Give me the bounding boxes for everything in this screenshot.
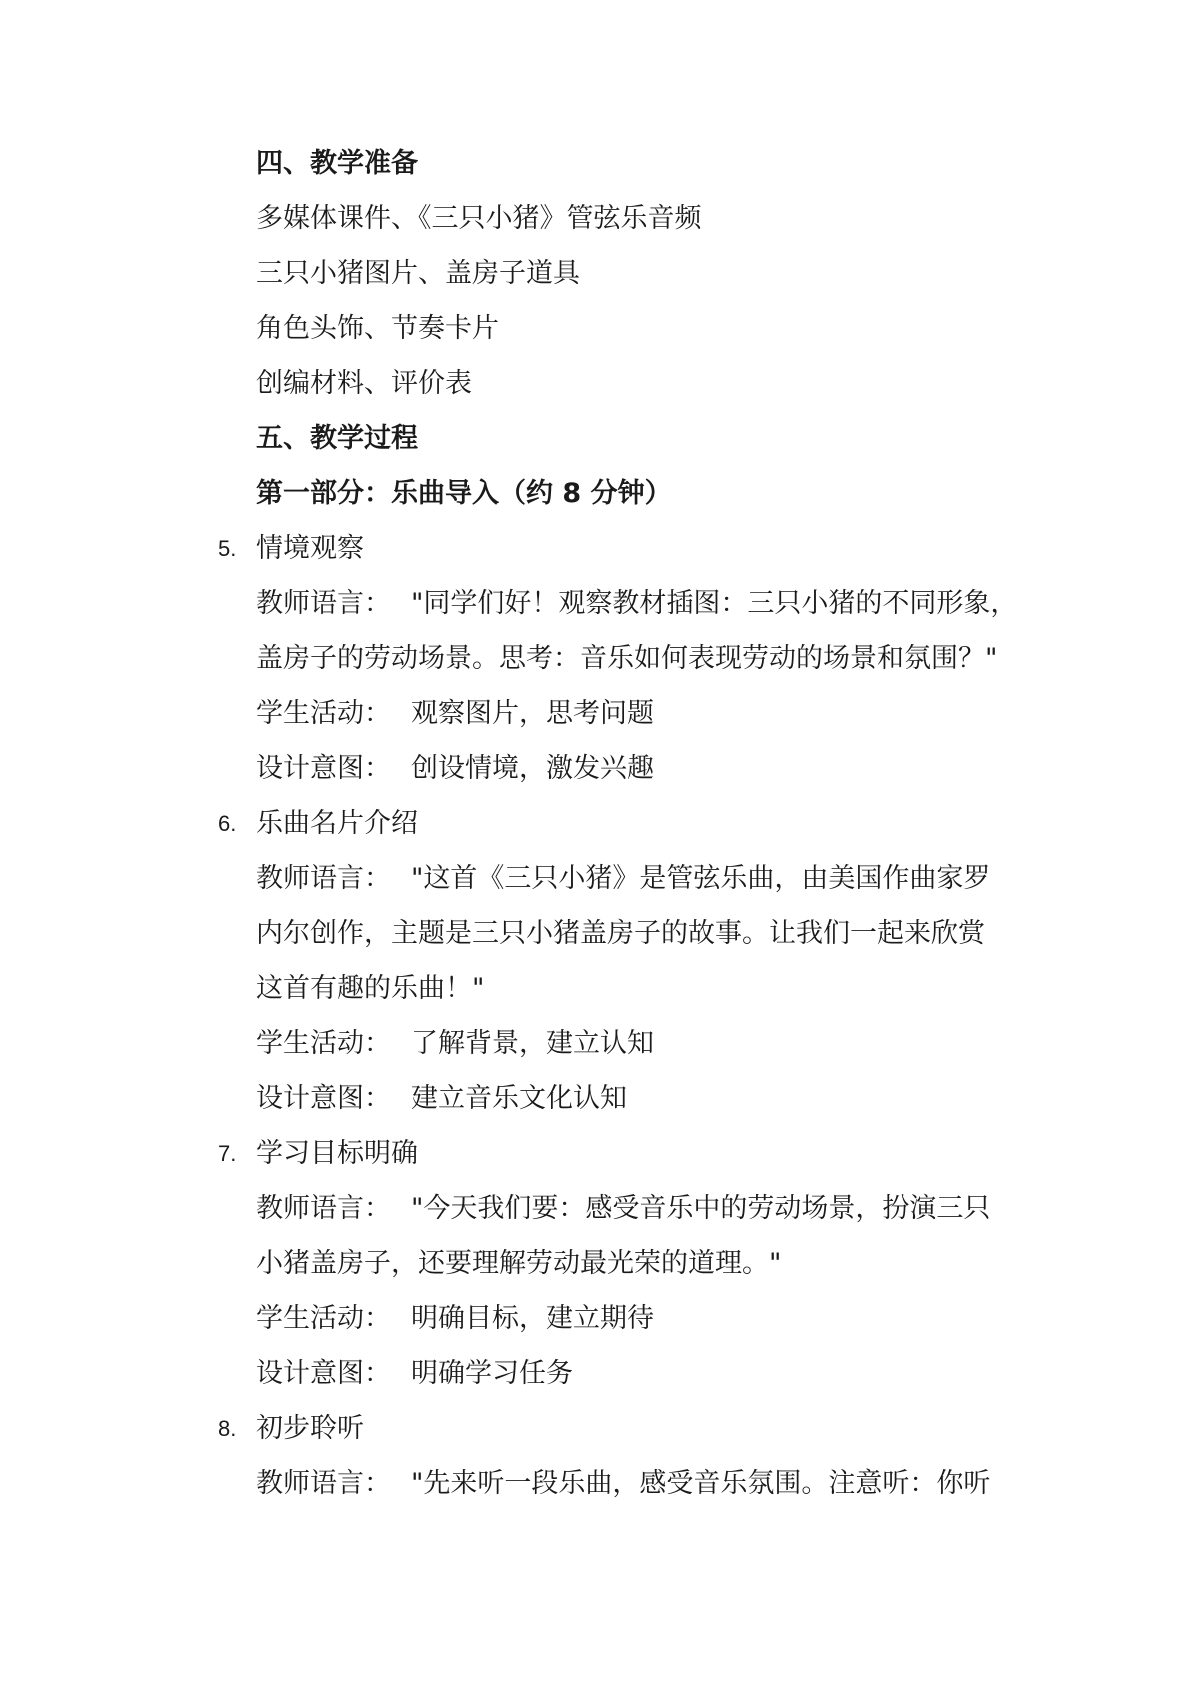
- teacher-label: 教师语言：: [256, 1468, 391, 1499]
- design-label: 设计意图：: [256, 1083, 391, 1114]
- design-intent-line: [0, 1346, 1200, 1401]
- teacher-speech-line: [0, 851, 1200, 906]
- design-intent-line: [0, 741, 1200, 796]
- step-title-row: [0, 1401, 1200, 1456]
- step-number: 8.: [218, 1416, 237, 1441]
- teacher-speech-continuation: 盖房子的劳动场景。思考：音乐如何表现劳动的场景和氛围？": [256, 643, 998, 674]
- design-label: 设计意图：: [256, 753, 391, 784]
- step-number: 7.: [218, 1141, 237, 1166]
- teacher-speech-text: "同学们好！观察教材插图：三只小猪的不同形象，: [411, 588, 1018, 619]
- step-title-row: [0, 1126, 1200, 1181]
- teacher-speech-text: "这首《三只小猪》是管弦乐曲，由美国作曲家罗: [411, 863, 991, 894]
- document-content: [0, 136, 1200, 1511]
- teacher-speech-text: "先来听一段乐曲，感受音乐氛围。注意听：你听: [411, 1468, 991, 1499]
- student-activity-line: [0, 1291, 1200, 1346]
- student-activity-text: 明确目标，建立期待: [411, 1303, 654, 1334]
- student-activity-line: [0, 686, 1200, 741]
- step-title: 初步聆听: [256, 1413, 364, 1444]
- teacher-label: 教师语言：: [256, 588, 391, 619]
- student-activity-text: 了解背景，建立认知: [411, 1028, 654, 1059]
- teacher-speech-continuation: 小猪盖房子，还要理解劳动最光荣的道理。": [256, 1248, 782, 1279]
- teacher-speech-continuation: 内尔创作，主题是三只小猪盖房子的故事。让我们一起来欣赏: [256, 918, 985, 949]
- teacher-speech-line: [0, 1181, 1200, 1236]
- student-label: 学生活动：: [256, 1303, 391, 1334]
- section-heading-teaching-preparation: 四、教学准备: [256, 148, 418, 179]
- student-label: 学生活动：: [256, 698, 391, 729]
- design-intent-text: 创设情境，激发兴趣: [411, 753, 654, 784]
- step-title: 乐曲名片介绍: [256, 808, 418, 839]
- student-activity-text: 观察图片，思考问题: [411, 698, 654, 729]
- design-intent-text: 明确学习任务: [411, 1358, 573, 1389]
- step-number: 5.: [218, 536, 237, 561]
- student-activity-line: [0, 1016, 1200, 1071]
- teacher-label: 教师语言：: [256, 1193, 391, 1224]
- step-number: 6.: [218, 811, 237, 836]
- teacher-speech-continuation: 这首有趣的乐曲！": [256, 973, 485, 1004]
- teacher-speech-line: [0, 576, 1200, 631]
- step-title: 情境观察: [256, 533, 364, 564]
- section-heading-teaching-process: 五、教学过程: [256, 423, 418, 454]
- preparation-item: 角色头饰、节奏卡片: [256, 313, 499, 344]
- design-intent-text: 建立音乐文化认知: [411, 1083, 627, 1114]
- student-label: 学生活动：: [256, 1028, 391, 1059]
- teacher-speech-line: [0, 1456, 1200, 1511]
- step-title: 学习目标明确: [256, 1138, 418, 1169]
- step-title-row: [0, 521, 1200, 576]
- preparation-item: 创编材料、评价表: [256, 368, 472, 399]
- design-label: 设计意图：: [256, 1358, 391, 1389]
- step-title-row: [0, 796, 1200, 851]
- part-heading: 第一部分：乐曲导入（约 8 分钟）: [256, 478, 672, 509]
- design-intent-line: [0, 1071, 1200, 1126]
- preparation-item: 多媒体课件、《三只小猪》管弦乐音频: [256, 203, 702, 234]
- preparation-item: 三只小猪图片、盖房子道具: [256, 258, 580, 289]
- teacher-label: 教师语言：: [256, 863, 391, 894]
- teacher-speech-text: "今天我们要：感受音乐中的劳动场景，扮演三只: [411, 1193, 991, 1224]
